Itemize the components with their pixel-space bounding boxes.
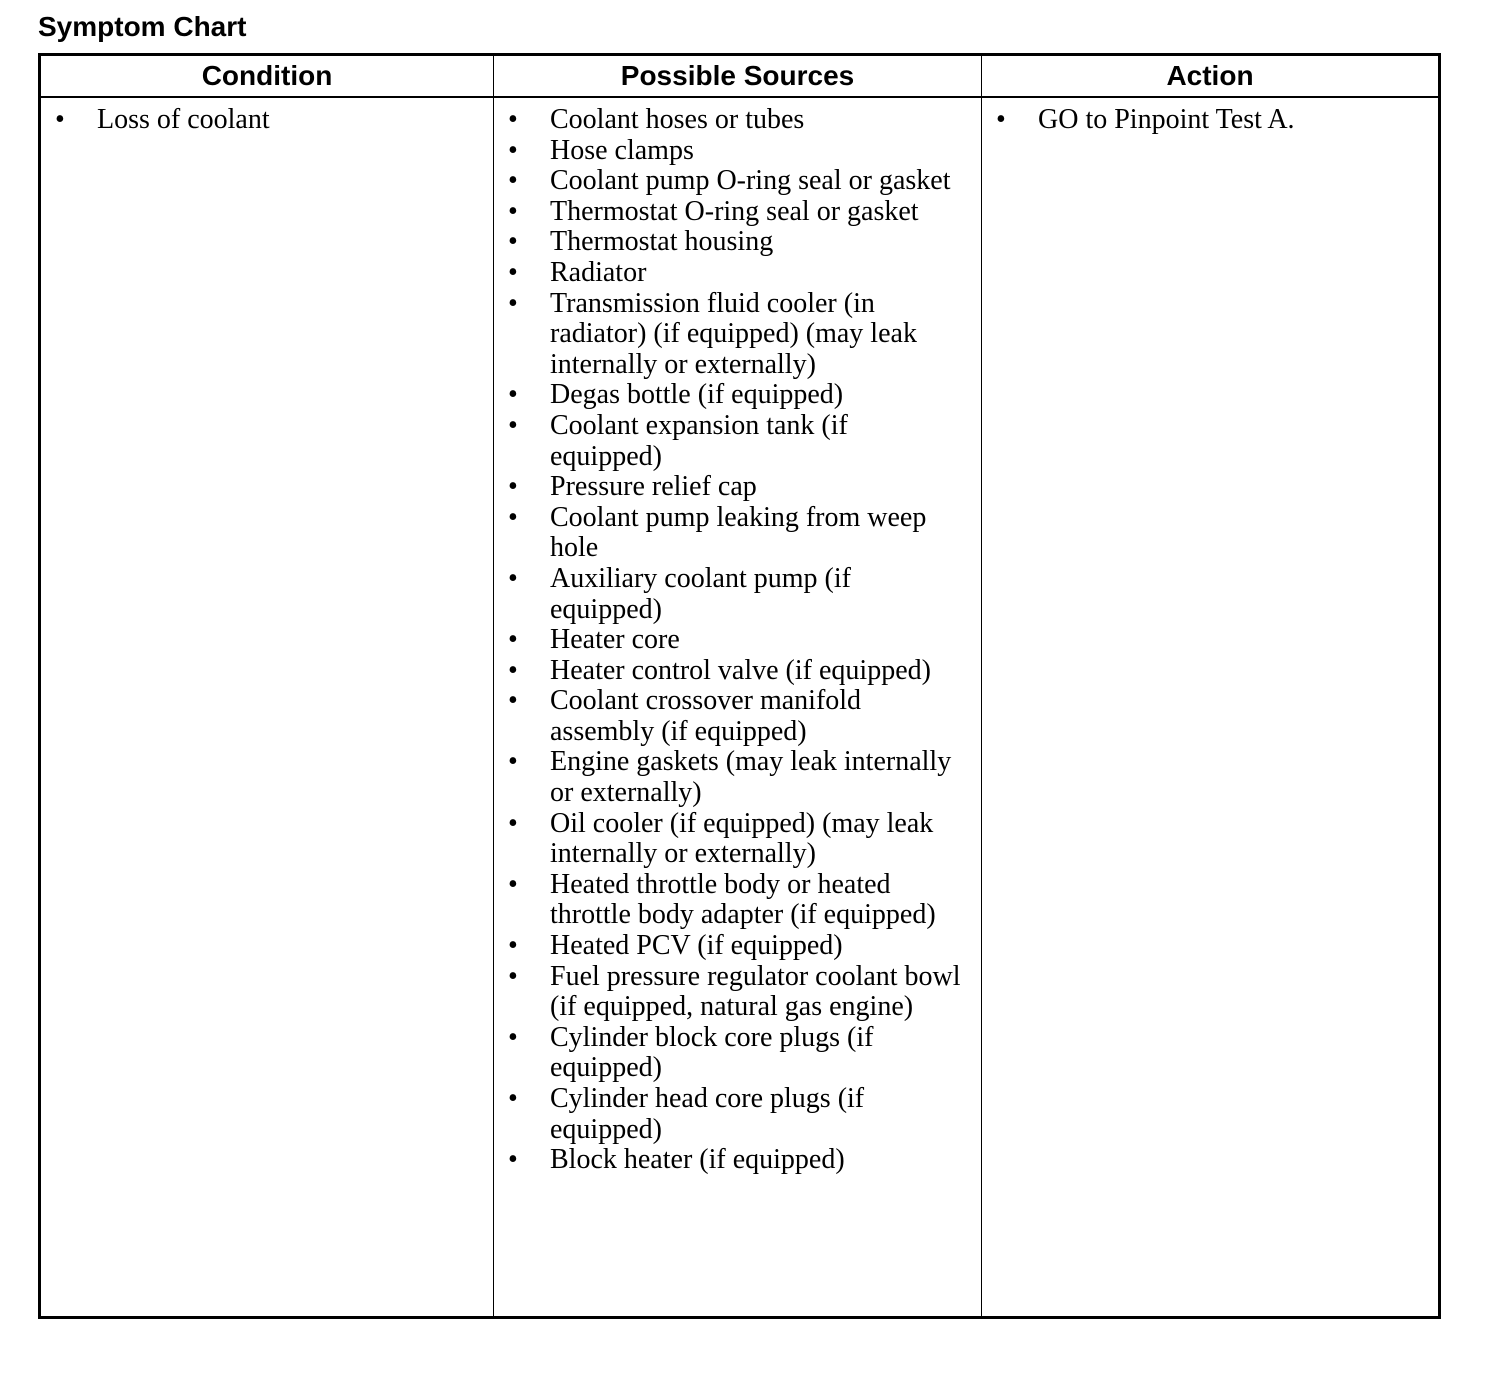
list-item: • Heater control valve (if equipped) [494,656,981,687]
list-item: • Degas bottle (if equipped) [494,380,981,411]
list-item: • Coolant pump leaking from weep hole [494,503,981,564]
list-item: • Heated throttle body or heated throttle body adapter (if equipped) [494,870,981,931]
header-action: Action [982,55,1440,98]
list-item: • Auxiliary coolant pump (if equipped) [494,564,981,625]
condition-list [41,105,493,136]
header-row [40,55,1440,98]
list-item: • Thermostat housing [494,227,981,258]
list-item: • Transmission fluid cooler (in radiator) (if equipped) (may leak internally or externally) [494,289,981,381]
list-item: • Coolant expansion tank (if equipped) [494,411,981,472]
cell-action [982,97,1440,1317]
list-item: • GO to Pinpoint Test A. [982,105,1438,136]
list-item: • Cylinder head core plugs (if equipped) [494,1084,981,1145]
list-item: • Radiator [494,258,981,289]
list-item: • Pressure relief cap [494,472,981,503]
list-item: • Cylinder block core plugs (if equipped) [494,1023,981,1084]
cell-condition [40,97,494,1317]
page-title: Symptom Chart [38,11,247,42]
action-list [982,105,1438,136]
list-item: • Coolant pump O-ring seal or gasket [494,166,981,197]
header-possible-sources: Possible Sources [494,55,982,98]
list-item: • Thermostat O-ring seal or gasket [494,197,981,228]
list-item: • Loss of coolant [41,105,493,136]
header-condition: Condition [40,55,494,98]
list-item: • Hose clamps [494,136,981,167]
symptom-chart-table [38,53,1441,1319]
possible-sources-list [494,105,981,1176]
list-item: • Block heater (if equipped) [494,1145,981,1176]
list-item: • Engine gaskets (may leak internally or externally) [494,747,981,808]
table-row [40,97,1440,1317]
list-item: • Oil cooler (if equipped) (may leak internally or externally) [494,809,981,870]
list-item: • Heater core [494,625,981,656]
list-item: • Coolant hoses or tubes [494,105,981,136]
list-item: • Fuel pressure regulator coolant bowl (if equipped, natural gas engine) [494,962,981,1023]
list-item: • Coolant crossover manifold assembly (if equipped) [494,686,981,747]
cell-sources [494,97,982,1317]
list-item: • Heated PCV (if equipped) [494,931,981,962]
